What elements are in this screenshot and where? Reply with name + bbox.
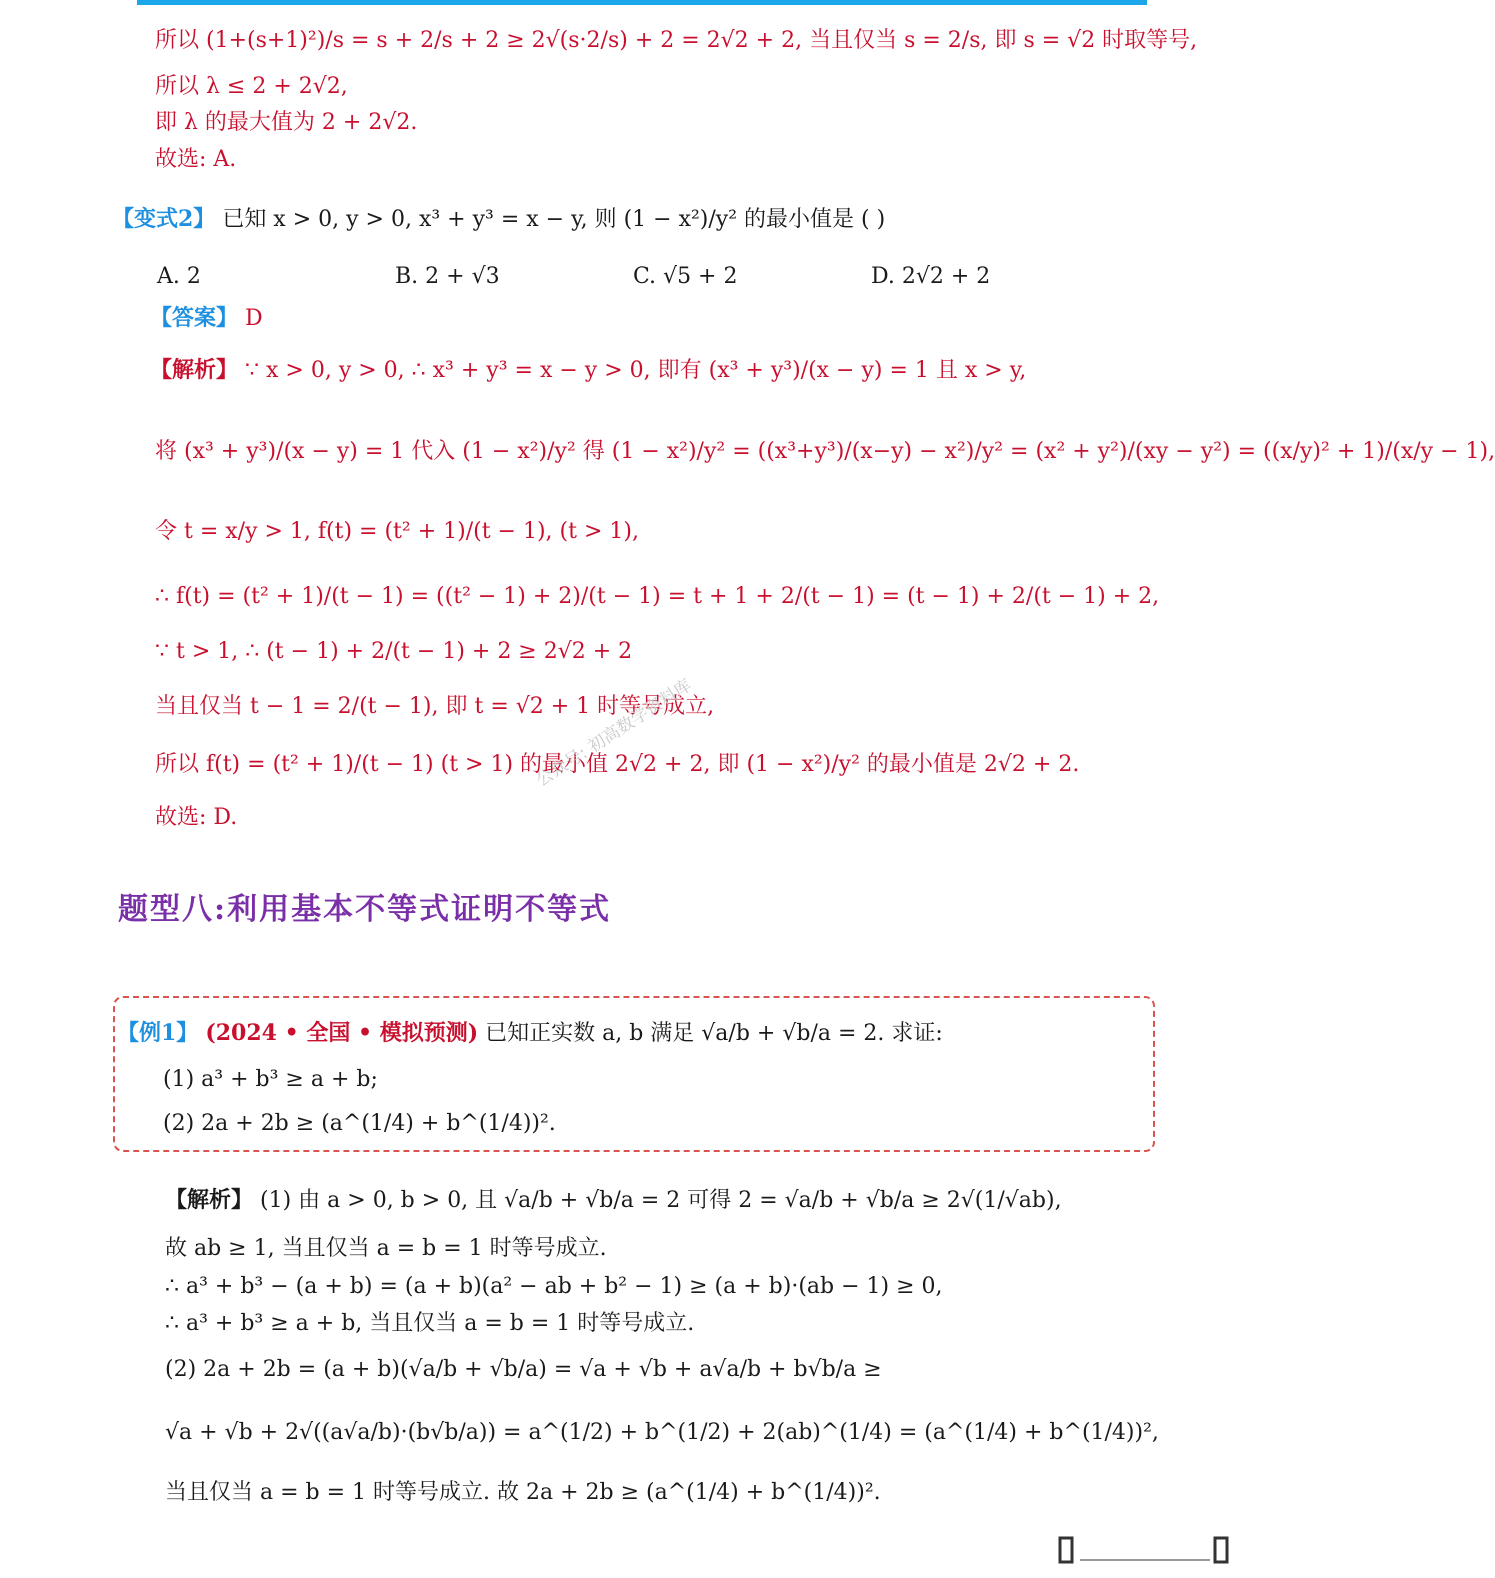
analysis-line-2: 将 (x³ + y³)/(x − y) = 1 代入 (1 − x²)/y² 得 (1 − x²)/y² = ((x³+y³)/(x−y) − x²)/y² = (x² + y²)/(xy − y²) = ((x/y)² + 1)/(x/y − 1), [155,439,1495,464]
ex1-solution-label: 【解析】 [165,1187,254,1213]
ex1-solution-line-1-text: (1) 由 a > 0, b > 0, 且 √a/b + √b/a = 2 可得 2 = √a/b + √b/a ≥ 2√(1/√ab), [260,1188,1062,1213]
ex1-solution-line-7: 当且仅当 a = b = 1 时等号成立. 故 2a + 2b ≥ (a^(1/4) + b^(1/4))². [165,1480,881,1505]
option-c-value: √5 + 2 [663,264,738,289]
example1-part-2: (2) 2a + 2b ≥ (a^(1/4) + b^(1/4))². [163,1111,556,1136]
variant2-label: 【变式2】 [112,206,216,232]
ex1-solution-line-6: √a + √b + 2√((a√a/b)·(b√b/a)) = a^(1/2) + b^(1/2) + 2(ab)^(1/4) = (a^(1/4) + b^(1/4))², [165,1420,1159,1445]
prev-solution-line-3: 即 λ 的最大值为 2 + 2√2. [155,110,418,135]
prev-solution-line-1: 所以 (1+(s+1)²)/s = s + 2/s + 2 ≥ 2√(s·2/s) + 2 = 2√2 + 2, 当且仅当 s = 2/s, 即 s = √2 时取等号, [155,28,1198,53]
option-c [633,262,737,292]
analysis-label: 【解析】 [150,357,239,383]
corner-decoration-icon [1050,1530,1240,1568]
option-b-letter: B. [395,264,419,289]
example1-question-text: 已知正实数 a, b 满足 √a/b + √b/a = 2. 求证: [485,1021,943,1046]
analysis-line-7: 所以 f(t) = (t² + 1)/(t − 1) (t > 1) 的最小值 2√2 + 2, 即 (1 − x²)/y² 的最小值是 2√2 + 2. [155,752,1080,777]
analysis-line-5: ∵ t > 1, ∴ (t − 1) + 2/(t − 1) + 2 ≥ 2√2 + 2 [155,639,633,664]
ex1-solution-line-4: ∴ a³ + b³ ≥ a + b, 当且仅当 a = b = 1 时等号成立. [165,1311,695,1336]
option-d [871,262,990,292]
ex1-solution-line-3: ∴ a³ + b³ − (a + b) = (a + b)(a² − ab + b² − 1) ≥ (a + b)·(ab − 1) ≥ 0, [165,1274,943,1299]
option-a-letter: A. [157,264,180,289]
analysis-line-1-text: ∵ x > 0, y > 0, ∴ x³ + y³ = x − y > 0, 即有 (x³ + y³)/(x − y) = 1 且 x > y, [245,358,1027,383]
section-title: 题型八:利用基本不等式证明不等式 [118,892,612,927]
option-c-letter: C. [633,264,657,289]
prev-solution-line-2: 所以 λ ≤ 2 + 2√2, [155,74,348,99]
ex1-solution-line-5: (2) 2a + 2b = (a + b)(√a/b + √b/a) = √a + √b + a√a/b + b√b/a ≥ [165,1357,882,1382]
analysis-line-3: 令 t = x/y > 1, f(t) = (t² + 1)/(t − 1), (t > 1), [155,519,639,544]
option-b [395,262,500,292]
variant2-answer [150,303,263,334]
option-d-value: 2√2 + 2 [901,264,991,289]
option-a [157,262,201,292]
example1-label: 【例1】 [117,1020,199,1046]
analysis-line-1 [150,355,1026,386]
ex1-solution-line-2: 故 ab ≥ 1, 当且仅当 a = b = 1 时等号成立. [165,1236,607,1261]
analysis-line-8: 故选: D. [155,805,238,830]
variant2-question [112,204,885,235]
top-accent-bar [137,0,1147,5]
example1-question [117,1018,943,1049]
corner-decoration-svg [1050,1530,1240,1568]
analysis-line-6: 当且仅当 t − 1 = 2/(t − 1), 即 t = √2 + 1 时等号成立, [155,694,715,719]
watermark: 公众号: 初高数学资料库 [532,675,696,791]
answer-label: 【答案】 [150,305,239,331]
option-d-letter: D. [871,264,895,289]
prev-solution-line-4: 故选: A. [155,147,237,172]
ex1-solution-line-1 [165,1185,1062,1216]
example1-part-1: (1) a³ + b³ ≥ a + b; [163,1067,378,1092]
option-a-value: 2 [186,264,201,289]
option-b-value: 2 + √3 [425,264,500,289]
analysis-line-4: ∴ f(t) = (t² + 1)/(t − 1) = ((t² − 1) + 2)/(t − 1) = t + 1 + 2/(t − 1) = (t − 1) + 2/(t − 1) + 2, [155,584,1160,609]
example1-source: (2024 • 全国 • 模拟预测) [205,1020,479,1046]
answer-value: D [245,306,263,331]
variant2-question-text: 已知 x > 0, y > 0, x³ + y³ = x − y, 则 (1 − x²)/y² 的最小值是 ( ) [222,207,886,232]
